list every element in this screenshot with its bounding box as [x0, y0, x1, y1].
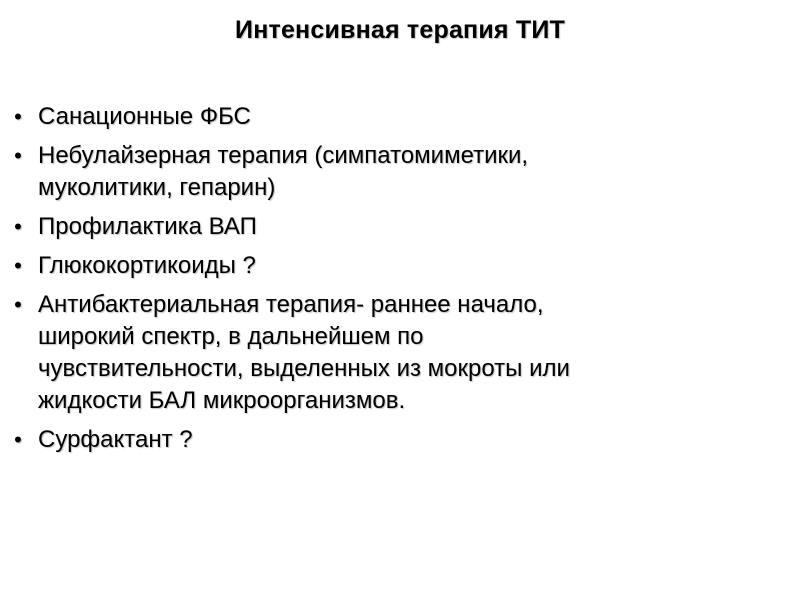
bullet-icon: •: [14, 253, 22, 278]
bullet-text-line: Небулайзерная терапия (симпатомиметики,: [38, 142, 529, 169]
bullet-item-sanation-fbs: [8, 101, 768, 133]
bullet-text-line: муколитики, гепарин): [38, 174, 276, 201]
bullet-icon: •: [14, 214, 22, 239]
bullet-text-line: жидкости БАЛ микроорганизмов.: [38, 387, 406, 414]
bullet-text-line: Профилактика ВАП: [38, 213, 257, 240]
bullet-text-line: Глюкокортикоиды ?: [38, 252, 256, 279]
bullet-text-line: Санационные ФБС: [38, 103, 251, 130]
bullet-icon: •: [14, 104, 22, 129]
bullet-text-line: Сурфактант ?: [38, 426, 193, 453]
bullet-icon: •: [14, 292, 22, 317]
bullet-icon: •: [14, 143, 22, 168]
bullet-item-glucocorticoids: [8, 250, 768, 282]
slide-title: Интенсивная терапия ТИТ: [235, 16, 565, 44]
bullet-text-line: чувствительности, выделенных из мокроты или: [38, 355, 570, 382]
bullet-list: [8, 101, 768, 463]
bullet-item-vap-prevention: [8, 211, 768, 243]
bullet-text-line: Антибактериальная терапия- раннее начало,: [38, 291, 544, 318]
bullet-item-antibacterial-therapy: [8, 289, 768, 417]
bullet-item-nebulizer-therapy: [8, 140, 768, 204]
bullet-icon: •: [14, 427, 22, 452]
bullet-text-line: широкий спектр, в дальнейшем по: [38, 323, 424, 350]
bullet-item-surfactant: [8, 424, 768, 456]
